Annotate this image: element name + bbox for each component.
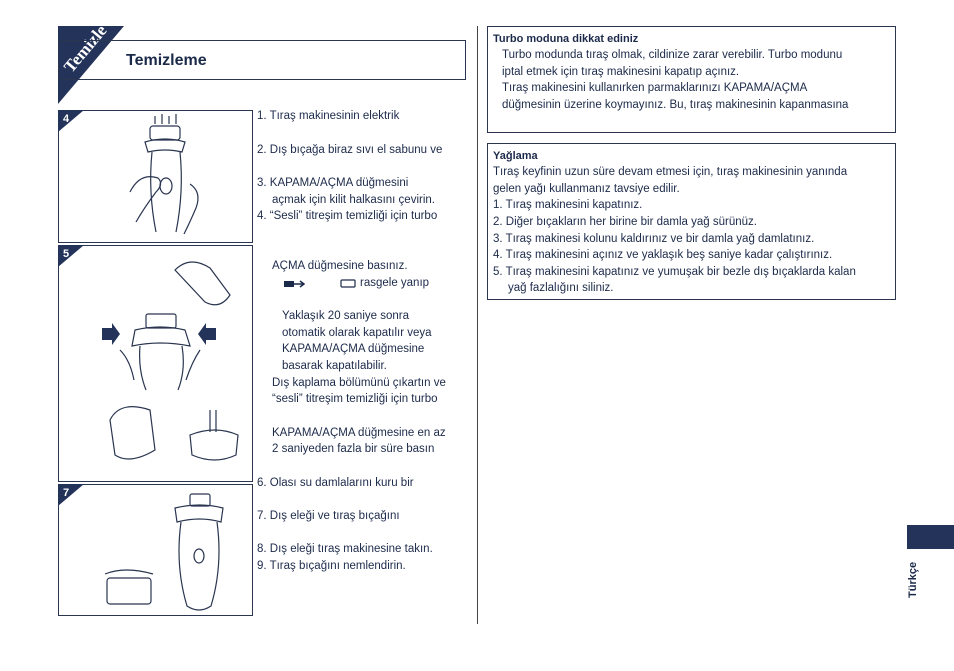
turbo-warning-line4: düğmesinin üzerine koymayınız. Bu, tıraş makinesinin kapanmasına bbox=[502, 99, 849, 111]
oiling-item-5b: yağ fazlalığını siliniz. bbox=[508, 282, 614, 294]
step-5-text-a: Dış kaplama bölümünü çıkartın ve bbox=[272, 377, 446, 389]
language-side-tab bbox=[907, 525, 954, 549]
step-4-number: 4 bbox=[63, 113, 70, 125]
step-4-text-b: rasgele yanıp bbox=[360, 277, 430, 289]
shaver-illustration-7 bbox=[95, 486, 245, 614]
oiling-intro-2: gelen yağı kullanmanız tavsiye edilir. bbox=[493, 183, 680, 195]
step-6-text-b: 2 saniyeden fazla bir süre basın bbox=[272, 443, 435, 455]
step-3-text-b: açmak için kilit halkasını çevirin. bbox=[272, 194, 435, 206]
step-5-text-b: “sesli” titreşim temizliği için turbo bbox=[272, 393, 438, 405]
step-3-text-a: 3. KAPAMA/AÇMA düğmesini bbox=[257, 177, 409, 189]
step-4-text-c4: basarak kapatılabilir. bbox=[282, 360, 387, 372]
section-tab-label: Temizle bbox=[60, 21, 111, 77]
plug-icon bbox=[284, 278, 306, 290]
step-4-text-c1: Yaklaşık 20 saniye sonra bbox=[282, 310, 409, 322]
turbo-warning-line3: Tıraş makinesini kullanırken parmaklarınızı KAPAMA/AÇMA bbox=[502, 82, 808, 94]
step-8-text: 8. Dış eleği tıraş makinesine takın. bbox=[257, 543, 433, 555]
step-6-text: 6. Olası su damlalarını kuru bir bbox=[257, 477, 414, 489]
column-divider bbox=[477, 26, 478, 624]
oiling-intro-1: Tıraş keyfinin uzun süre devam etmesi için, tıraş makinesinin yanında bbox=[493, 166, 848, 178]
step-7-text: 7. Dış eleği ve tıraş bıçağını bbox=[257, 510, 400, 522]
step-4-text-c2: otomatik olarak kapatılır veya bbox=[282, 327, 432, 339]
language-label: Türkçe bbox=[907, 561, 919, 598]
shaver-illustration-5 bbox=[60, 250, 250, 480]
turbo-warning-line2: iptal etmek için tıraş makinesini kapatıp açınız. bbox=[502, 66, 740, 78]
step-1-text: 1. Tıraş makinesinin elektrik bbox=[257, 110, 400, 122]
header-box bbox=[58, 40, 466, 80]
oiling-item-3: 3. Tıraş makinesi kolunu kaldırınız ve bir damla yağ damlatınız. bbox=[493, 233, 815, 245]
oiling-item-4: 4. Tıraş makinesini açınız ve yaklaşık beş saniye kadar çalıştırınız. bbox=[493, 249, 833, 261]
turbo-warning-title: Turbo moduna dikkat ediniz bbox=[493, 33, 639, 45]
oiling-item-1: 1. Tıraş makinesini kapatınız. bbox=[493, 199, 643, 211]
step-4-text-a: AÇMA düğmesine basınız. bbox=[272, 260, 408, 272]
step-2-text: 2. Dış bıçağa biraz sıvı el sabunu ve bbox=[257, 144, 443, 156]
step-4-text-c3: KAPAMA/AÇMA düğmesine bbox=[282, 343, 425, 355]
shaver-illustration-4 bbox=[110, 112, 220, 240]
step-5-number: 5 bbox=[63, 248, 70, 260]
language-label-wrap bbox=[903, 556, 925, 600]
step-4-text: 4. “Sesli” titreşim temizliği için turbo bbox=[257, 210, 438, 222]
charge-lamp-icon bbox=[340, 279, 356, 289]
step-9-text: 9. Tıraş bıçağını nemlendirin. bbox=[257, 560, 406, 572]
oiling-title: Yağlama bbox=[493, 150, 538, 162]
page-title: Temizleme bbox=[126, 52, 207, 69]
step-7-number: 7 bbox=[63, 487, 70, 499]
oiling-item-5a: 5. Tıraş makinesini kapatınız ve yumuşak bir bezle dış bıçaklarda kalan bbox=[493, 266, 856, 278]
oiling-item-2: 2. Diğer bıçakların her birine bir damla yağ sürünüz. bbox=[493, 216, 757, 228]
step-6-text-a: KAPAMA/AÇMA düğmesine en az bbox=[272, 427, 446, 439]
turbo-warning-line1: Turbo modunda tıraş olmak, cildinize zarar verebilir. Turbo modunu bbox=[502, 49, 843, 61]
